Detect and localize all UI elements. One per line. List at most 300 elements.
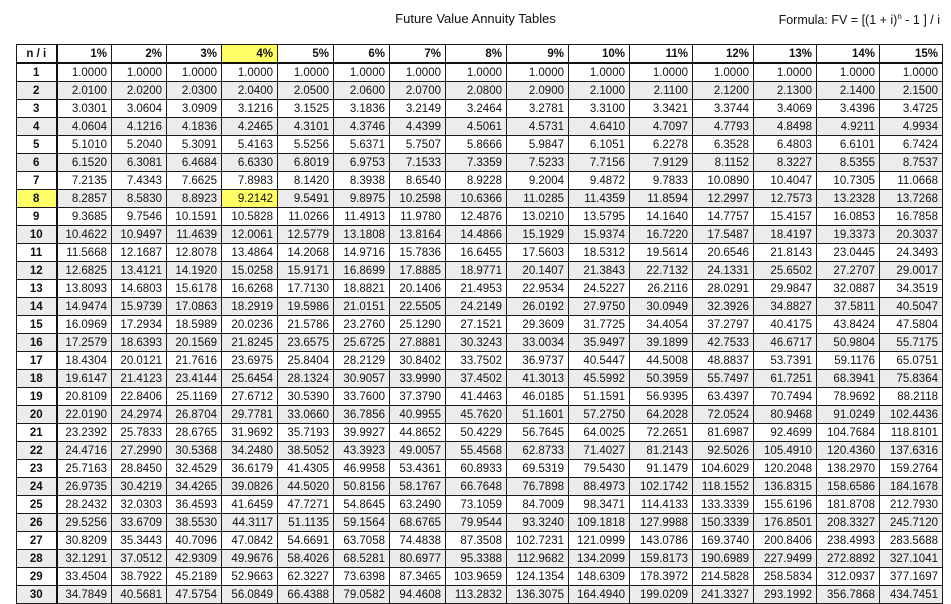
value-cell: 16.7858 [880, 208, 943, 226]
value-cell: 9.8975 [334, 190, 390, 208]
period-cell: 29 [17, 568, 57, 586]
value-cell: 68.3941 [817, 370, 880, 388]
value-cell: 20.6546 [693, 244, 754, 262]
value-cell: 60.8933 [446, 460, 507, 478]
value-cell: 19.6147 [57, 370, 112, 388]
period-cell: 12 [17, 262, 57, 280]
value-cell: 36.4593 [167, 496, 222, 514]
value-cell: 20.0236 [222, 316, 278, 334]
value-cell: 52.9663 [222, 568, 278, 586]
value-cell: 34.4265 [167, 478, 222, 496]
value-cell: 18.6393 [112, 334, 167, 352]
value-cell: 33.6709 [112, 514, 167, 532]
table-row [17, 442, 943, 460]
value-cell: 10.4622 [57, 226, 112, 244]
value-cell: 56.7645 [507, 424, 569, 442]
value-cell: 178.3972 [630, 568, 693, 586]
value-cell: 121.0999 [569, 532, 630, 550]
value-cell: 63.7058 [334, 532, 390, 550]
value-cell: 56.9395 [630, 388, 693, 406]
value-cell: 26.2116 [630, 280, 693, 298]
value-cell: 80.6977 [390, 550, 446, 568]
table-row [17, 550, 943, 568]
value-cell: 34.2480 [222, 442, 278, 460]
value-cell: 32.0887 [817, 280, 880, 298]
rate-header: 4% [222, 45, 278, 64]
value-cell: 10.5828 [222, 208, 278, 226]
value-cell: 4.2465 [222, 118, 278, 136]
value-cell: 28.8450 [112, 460, 167, 478]
value-cell: 293.1992 [754, 586, 817, 604]
value-cell: 24.5227 [569, 280, 630, 298]
period-cell: 11 [17, 244, 57, 262]
value-cell: 14.9716 [334, 244, 390, 262]
value-cell: 3.3100 [569, 100, 630, 118]
value-cell: 25.6502 [754, 262, 817, 280]
table-row [17, 532, 943, 550]
value-cell: 283.5688 [880, 532, 943, 550]
value-cell: 69.5319 [507, 460, 569, 478]
value-cell: 199.0209 [630, 586, 693, 604]
table-row [17, 208, 943, 226]
table-row [17, 370, 943, 388]
value-cell: 66.4388 [278, 586, 334, 604]
table-row [17, 136, 943, 154]
value-cell: 105.4910 [754, 442, 817, 460]
value-cell: 8.9228 [446, 172, 507, 190]
value-cell: 10.6366 [446, 190, 507, 208]
period-cell: 28 [17, 550, 57, 568]
value-cell: 9.2142 [222, 190, 278, 208]
rate-header: 2% [112, 45, 167, 64]
value-cell: 47.5804 [880, 316, 943, 334]
value-cell: 200.8406 [754, 532, 817, 550]
value-cell: 72.0524 [693, 406, 754, 424]
value-cell: 7.3359 [446, 154, 507, 172]
value-cell: 114.4133 [630, 496, 693, 514]
value-cell: 12.0061 [222, 226, 278, 244]
value-cell: 2.1000 [569, 82, 630, 100]
value-cell: 15.4157 [754, 208, 817, 226]
value-cell: 184.1678 [880, 478, 943, 496]
value-cell: 150.3339 [693, 514, 754, 532]
value-cell: 32.3926 [693, 298, 754, 316]
value-cell: 8.8923 [167, 190, 222, 208]
value-cell: 9.5491 [278, 190, 334, 208]
value-cell: 1.0000 [569, 63, 630, 82]
value-cell: 102.4436 [880, 406, 943, 424]
value-cell: 1.0000 [334, 63, 390, 82]
value-cell: 1.0000 [507, 63, 569, 82]
value-cell: 22.0190 [57, 406, 112, 424]
value-cell: 39.9927 [334, 424, 390, 442]
value-cell: 6.6101 [817, 136, 880, 154]
value-cell: 10.2598 [390, 190, 446, 208]
table-row [17, 63, 943, 82]
value-cell: 434.7451 [880, 586, 943, 604]
value-cell: 34.3519 [880, 280, 943, 298]
value-cell: 20.1406 [390, 280, 446, 298]
value-cell: 37.0512 [112, 550, 167, 568]
period-cell: 4 [17, 118, 57, 136]
value-cell: 1.0000 [754, 63, 817, 82]
value-cell: 34.4054 [630, 316, 693, 334]
value-cell: 21.7616 [167, 352, 222, 370]
value-cell: 50.3959 [630, 370, 693, 388]
value-cell: 2.0800 [446, 82, 507, 100]
value-cell: 22.5505 [390, 298, 446, 316]
value-cell: 44.5008 [630, 352, 693, 370]
value-cell: 39.0826 [222, 478, 278, 496]
value-cell: 23.2760 [334, 316, 390, 334]
value-cell: 4.5731 [507, 118, 569, 136]
value-cell: 30.5390 [278, 388, 334, 406]
value-cell: 12.1687 [112, 244, 167, 262]
value-cell: 33.9990 [390, 370, 446, 388]
value-cell: 6.3528 [693, 136, 754, 154]
value-cell: 3.0909 [167, 100, 222, 118]
rate-header: 15% [880, 45, 943, 64]
value-cell: 33.4504 [57, 568, 112, 586]
value-cell: 38.7922 [112, 568, 167, 586]
value-cell: 74.4838 [390, 532, 446, 550]
table-row [17, 82, 943, 100]
value-cell: 23.2392 [57, 424, 112, 442]
value-cell: 4.6410 [569, 118, 630, 136]
value-cell: 42.9309 [167, 550, 222, 568]
value-cell: 11.4359 [569, 190, 630, 208]
value-cell: 4.0604 [57, 118, 112, 136]
value-cell: 29.5256 [57, 514, 112, 532]
period-cell: 24 [17, 478, 57, 496]
value-cell: 54.6691 [278, 532, 334, 550]
value-cell: 12.7573 [754, 190, 817, 208]
page-title: Future Value Annuity Tables [395, 11, 556, 26]
value-cell: 62.8733 [507, 442, 569, 460]
value-cell: 17.5487 [693, 226, 754, 244]
value-cell: 1.0000 [222, 63, 278, 82]
table-row [17, 190, 943, 208]
value-cell: 212.7930 [880, 496, 943, 514]
value-cell: 16.0969 [57, 316, 112, 334]
table-row [17, 244, 943, 262]
value-cell: 5.9847 [507, 136, 569, 154]
value-cell: 20.1407 [507, 262, 569, 280]
period-cell: 7 [17, 172, 57, 190]
value-cell: 24.3493 [880, 244, 943, 262]
value-cell: 3.1216 [222, 100, 278, 118]
value-cell: 10.9497 [112, 226, 167, 244]
value-cell: 48.8837 [693, 352, 754, 370]
value-cell: 55.4568 [446, 442, 507, 460]
period-cell: 20 [17, 406, 57, 424]
value-cell: 68.6765 [390, 514, 446, 532]
formula-exponent: n [897, 12, 902, 21]
value-cell: 47.7271 [278, 496, 334, 514]
value-cell: 6.2278 [630, 136, 693, 154]
table-row [17, 460, 943, 478]
table-row [17, 406, 943, 424]
value-cell: 31.9692 [222, 424, 278, 442]
value-cell: 17.0863 [167, 298, 222, 316]
value-cell: 14.2068 [278, 244, 334, 262]
period-cell: 22 [17, 442, 57, 460]
value-cell: 15.9739 [112, 298, 167, 316]
value-cell: 14.9474 [57, 298, 112, 316]
period-cell: 8 [17, 190, 57, 208]
value-cell: 21.8245 [222, 334, 278, 352]
value-cell: 36.6179 [222, 460, 278, 478]
table-row [17, 568, 943, 586]
value-cell: 4.8498 [754, 118, 817, 136]
value-cell: 3.4725 [880, 100, 943, 118]
value-cell: 245.7120 [880, 514, 943, 532]
period-cell: 26 [17, 514, 57, 532]
value-cell: 21.5786 [278, 316, 334, 334]
value-cell: 4.3101 [278, 118, 334, 136]
value-cell: 16.6455 [446, 244, 507, 262]
period-cell: 15 [17, 316, 57, 334]
value-cell: 9.3685 [57, 208, 112, 226]
value-cell: 137.6316 [880, 442, 943, 460]
value-cell: 8.1152 [693, 154, 754, 172]
value-cell: 23.6975 [222, 352, 278, 370]
value-cell: 29.0017 [880, 262, 943, 280]
value-cell: 81.6987 [693, 424, 754, 442]
value-cell: 1.0000 [446, 63, 507, 82]
value-cell: 8.1420 [278, 172, 334, 190]
value-cell: 41.3013 [507, 370, 569, 388]
value-cell: 28.2432 [57, 496, 112, 514]
value-cell: 3.1525 [278, 100, 334, 118]
value-cell: 8.7537 [880, 154, 943, 172]
value-cell: 377.1697 [880, 568, 943, 586]
value-cell: 13.4864 [222, 244, 278, 262]
value-cell: 14.1920 [167, 262, 222, 280]
value-cell: 53.4361 [390, 460, 446, 478]
value-cell: 227.9499 [754, 550, 817, 568]
value-cell: 176.8501 [754, 514, 817, 532]
value-cell: 1.0000 [880, 63, 943, 82]
value-cell: 50.4229 [446, 424, 507, 442]
value-cell: 18.5312 [569, 244, 630, 262]
rate-header: 1% [57, 45, 112, 64]
value-cell: 5.1010 [57, 136, 112, 154]
value-cell: 18.2919 [222, 298, 278, 316]
value-cell: 10.0890 [693, 172, 754, 190]
period-cell: 14 [17, 298, 57, 316]
value-cell: 11.4639 [167, 226, 222, 244]
value-cell: 6.8019 [278, 154, 334, 172]
value-cell: 356.7868 [817, 586, 880, 604]
value-cell: 44.8652 [390, 424, 446, 442]
value-cell: 1.0000 [57, 63, 112, 82]
value-cell: 30.8209 [57, 532, 112, 550]
value-cell: 38.5530 [167, 514, 222, 532]
value-cell: 81.2143 [630, 442, 693, 460]
value-cell: 4.4399 [390, 118, 446, 136]
value-cell: 124.1354 [507, 568, 569, 586]
value-cell: 1.0000 [390, 63, 446, 82]
value-cell: 7.9129 [630, 154, 693, 172]
value-cell: 31.7725 [569, 316, 630, 334]
value-cell: 6.7424 [880, 136, 943, 154]
table-row [17, 262, 943, 280]
value-cell: 136.3075 [507, 586, 569, 604]
value-cell: 27.8881 [390, 334, 446, 352]
value-cell: 91.1479 [630, 460, 693, 478]
value-cell: 13.2328 [817, 190, 880, 208]
value-cell: 2.1400 [817, 82, 880, 100]
value-cell: 68.5281 [334, 550, 390, 568]
value-cell: 28.2129 [334, 352, 390, 370]
value-cell: 17.7130 [278, 280, 334, 298]
period-cell: 30 [17, 586, 57, 604]
value-cell: 3.2781 [507, 100, 569, 118]
value-cell: 2.1300 [754, 82, 817, 100]
value-cell: 11.8594 [630, 190, 693, 208]
value-cell: 11.9780 [390, 208, 446, 226]
value-cell: 11.4913 [334, 208, 390, 226]
table-row [17, 478, 943, 496]
value-cell: 2.0200 [112, 82, 167, 100]
value-cell: 93.3240 [507, 514, 569, 532]
value-cell: 37.3790 [390, 388, 446, 406]
value-cell: 15.7836 [390, 244, 446, 262]
value-cell: 95.3388 [446, 550, 507, 568]
value-cell: 6.6330 [222, 154, 278, 172]
table-row [17, 100, 943, 118]
value-cell: 49.9676 [222, 550, 278, 568]
value-cell: 4.7097 [630, 118, 693, 136]
value-cell: 6.4803 [754, 136, 817, 154]
value-cell: 1.0000 [278, 63, 334, 82]
value-cell: 24.1331 [693, 262, 754, 280]
value-cell: 11.0285 [507, 190, 569, 208]
value-cell: 37.4502 [446, 370, 507, 388]
value-cell: 32.0303 [112, 496, 167, 514]
value-cell: 65.0751 [880, 352, 943, 370]
value-cell: 57.2750 [569, 406, 630, 424]
value-cell: 20.1569 [167, 334, 222, 352]
value-cell: 40.4175 [754, 316, 817, 334]
value-cell: 327.1041 [880, 550, 943, 568]
rate-header: 9% [507, 45, 569, 64]
value-cell: 5.7507 [390, 136, 446, 154]
table-row [17, 424, 943, 442]
value-cell: 16.8699 [334, 262, 390, 280]
value-cell: 5.3091 [167, 136, 222, 154]
value-cell: 18.9771 [446, 262, 507, 280]
table-body [17, 63, 943, 604]
value-cell: 37.2797 [693, 316, 754, 334]
period-cell: 27 [17, 532, 57, 550]
value-cell: 18.8821 [334, 280, 390, 298]
value-cell: 2.0400 [222, 82, 278, 100]
value-cell: 3.4069 [754, 100, 817, 118]
value-cell: 2.0100 [57, 82, 112, 100]
value-cell: 33.0034 [507, 334, 569, 352]
future-value-annuity-table [16, 44, 943, 604]
value-cell: 46.0185 [507, 388, 569, 406]
rate-header: 5% [278, 45, 334, 64]
value-cell: 94.4608 [390, 586, 446, 604]
value-cell: 5.5256 [278, 136, 334, 154]
value-cell: 30.5368 [167, 442, 222, 460]
value-cell: 10.7305 [817, 172, 880, 190]
value-cell: 27.2707 [817, 262, 880, 280]
value-cell: 104.7684 [817, 424, 880, 442]
rate-header: 8% [446, 45, 507, 64]
value-cell: 26.9735 [57, 478, 112, 496]
value-cell: 5.8666 [446, 136, 507, 154]
value-cell: 36.7856 [334, 406, 390, 424]
value-cell: 18.4304 [57, 352, 112, 370]
table-header-row [17, 45, 943, 64]
value-cell: 2.0900 [507, 82, 569, 100]
value-cell: 25.8404 [278, 352, 334, 370]
value-cell: 40.5681 [112, 586, 167, 604]
value-cell: 33.7502 [446, 352, 507, 370]
value-cell: 14.1640 [630, 208, 693, 226]
value-cell: 6.4684 [167, 154, 222, 172]
value-cell: 35.9497 [569, 334, 630, 352]
value-cell: 33.7600 [334, 388, 390, 406]
value-cell: 92.5026 [693, 442, 754, 460]
value-cell: 23.6575 [278, 334, 334, 352]
value-cell: 7.8983 [222, 172, 278, 190]
value-cell: 20.0121 [112, 352, 167, 370]
value-cell: 79.9544 [446, 514, 507, 532]
value-cell: 9.2004 [507, 172, 569, 190]
value-cell: 8.2857 [57, 190, 112, 208]
value-cell: 71.4027 [569, 442, 630, 460]
period-cell: 25 [17, 496, 57, 514]
value-cell: 15.0258 [222, 262, 278, 280]
value-cell: 62.3227 [278, 568, 334, 586]
value-cell: 15.9171 [278, 262, 334, 280]
value-cell: 164.4940 [569, 586, 630, 604]
value-cell: 51.1601 [507, 406, 569, 424]
value-cell: 21.4953 [446, 280, 507, 298]
period-cell: 6 [17, 154, 57, 172]
value-cell: 29.3609 [507, 316, 569, 334]
value-cell: 143.0786 [630, 532, 693, 550]
value-cell: 159.8173 [630, 550, 693, 568]
value-cell: 24.2149 [446, 298, 507, 316]
value-cell: 27.2990 [112, 442, 167, 460]
value-cell: 46.9958 [334, 460, 390, 478]
value-cell: 64.0025 [569, 424, 630, 442]
value-cell: 13.8164 [390, 226, 446, 244]
value-cell: 17.2579 [57, 334, 112, 352]
value-cell: 19.3373 [817, 226, 880, 244]
value-cell: 15.6178 [167, 280, 222, 298]
value-cell: 8.3938 [334, 172, 390, 190]
value-cell: 1.0000 [817, 63, 880, 82]
value-cell: 1.0000 [112, 63, 167, 82]
table-row [17, 334, 943, 352]
value-cell: 59.1564 [334, 514, 390, 532]
value-cell: 34.8827 [754, 298, 817, 316]
value-cell: 28.1324 [278, 370, 334, 388]
formula-label [779, 12, 940, 27]
value-cell: 87.3508 [446, 532, 507, 550]
value-cell: 32.4529 [167, 460, 222, 478]
value-cell: 18.4197 [754, 226, 817, 244]
value-cell: 8.3227 [754, 154, 817, 172]
value-cell: 84.7009 [507, 496, 569, 514]
